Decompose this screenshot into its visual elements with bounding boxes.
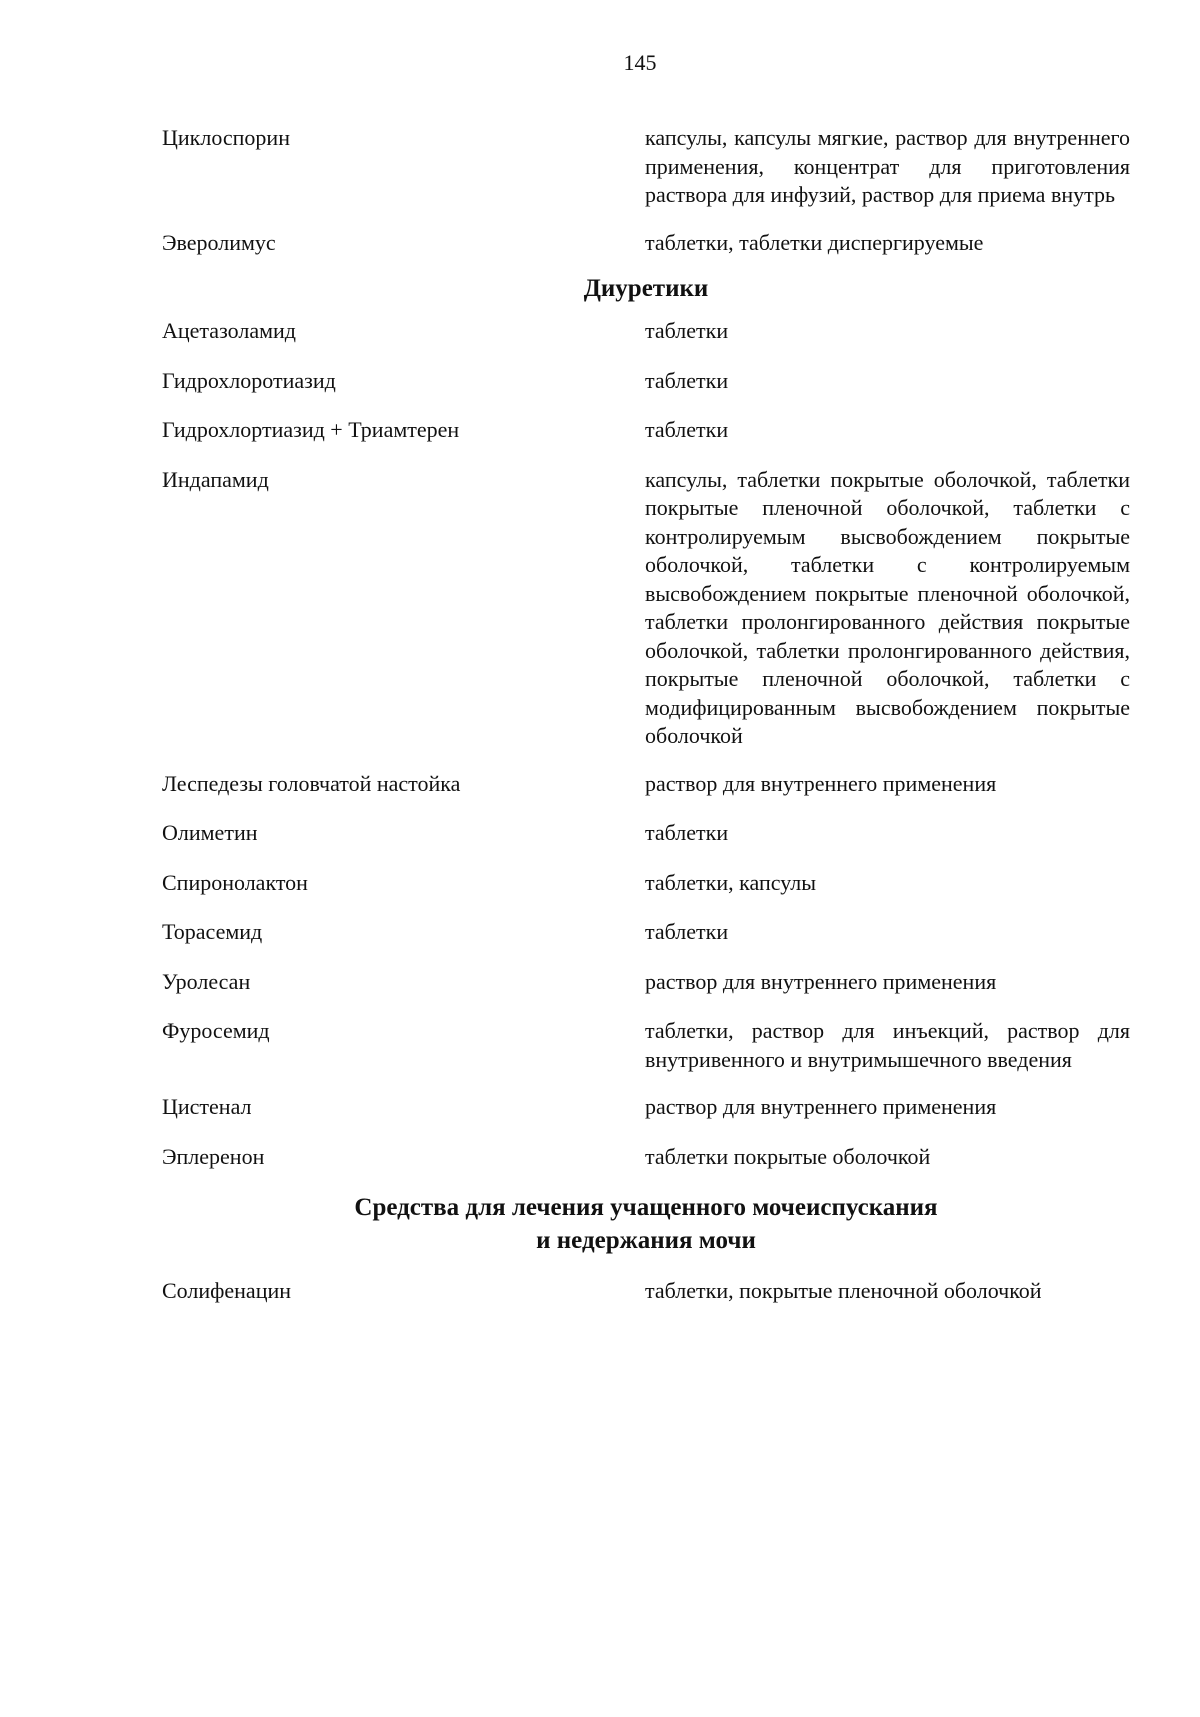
drug-form: таблетки, капсулы bbox=[645, 869, 816, 895]
table-row bbox=[162, 819, 1130, 848]
table-row bbox=[162, 124, 1130, 210]
table-row bbox=[162, 1017, 1130, 1074]
section-heading-line: Средства для лечения учащенного мочеиспускания bbox=[354, 1194, 938, 1221]
table-row bbox=[162, 229, 1130, 258]
drug-name: Эплеренон bbox=[162, 1143, 265, 1169]
table-row bbox=[162, 918, 1130, 947]
drug-name: Солифенацин bbox=[162, 1278, 292, 1303]
drug-name: Уролесан bbox=[162, 968, 251, 994]
drug-form: раствор для внутреннего применения bbox=[645, 770, 997, 796]
table-row bbox=[162, 770, 1130, 799]
table-row bbox=[162, 466, 1130, 751]
drug-form: таблетки покрытые оболочкой bbox=[645, 1143, 931, 1169]
drug-name: Гидрохлортиазид + Триамтерен bbox=[162, 417, 460, 442]
table-row bbox=[162, 317, 1130, 346]
table-row bbox=[162, 1143, 1130, 1172]
drug-name: Фуросемид bbox=[162, 1018, 270, 1043]
drug-form: таблетки bbox=[645, 367, 729, 393]
drug-name: Торасемид bbox=[162, 919, 263, 944]
drug-name: Ацетазоламид bbox=[162, 318, 296, 343]
drug-name: Олиметин bbox=[162, 820, 258, 845]
drug-form: таблетки, покрытые пленочной оболочкой bbox=[645, 1278, 1042, 1303]
drug-form: таблетки bbox=[645, 417, 729, 442]
drug-form: раствор для внутреннего применения bbox=[645, 968, 997, 994]
table-row bbox=[162, 1277, 1130, 1306]
drug-name: Индапамид bbox=[162, 466, 269, 492]
drug-name: Эверолимус bbox=[162, 229, 276, 255]
drug-name: Леспедезы головчатой настойка bbox=[162, 770, 461, 796]
section-heading-line: и недержания мочи bbox=[536, 1227, 756, 1254]
drug-name: Гидрохлоротиазид bbox=[162, 367, 336, 393]
table-row bbox=[162, 416, 1130, 445]
drug-form: раствор для внутреннего применения bbox=[645, 1094, 997, 1119]
page-number: 145 bbox=[623, 50, 657, 75]
drug-form: капсулы, таблетки покрытые оболочкой, таблетки покрытые пленочной оболочкой, таблетки с контролируемым высвобождением покрытые оболочкой, таблетки с контролируемым высвобождением покрытые пленочной оболочкой, таблетки пролонгированного действия покрытые оболочкой, таблетки пролонгированного действия, покрытые пленочной оболочкой, таблетки с модифицированным высвобождением покрытые оболочкой bbox=[645, 466, 1130, 748]
table-row bbox=[162, 367, 1130, 396]
drug-form: таблетки bbox=[645, 820, 729, 845]
drug-form: таблетки, таблетки диспергируемые bbox=[645, 229, 984, 255]
section-heading-diuretics: Диуретики bbox=[583, 275, 709, 302]
table-row bbox=[162, 869, 1130, 898]
drug-form: таблетки bbox=[645, 919, 729, 944]
table-row bbox=[162, 968, 1130, 997]
drug-list bbox=[162, 124, 1130, 1306]
drug-name: Спиронолактон bbox=[162, 869, 308, 895]
section-heading-urinary bbox=[162, 1191, 1130, 1257]
drug-name: Циклоспорин bbox=[162, 125, 290, 150]
drug-name: Цистенал bbox=[162, 1094, 252, 1119]
drug-form: таблетки, раствор для инъекций, раствор для внутривенного и внутримышечного введения bbox=[645, 1018, 1130, 1072]
drug-form: капсулы, капсулы мягкие, раствор для внутреннего применения, концентрат для приготовления раствора для инфузий, раствор для приема внутрь bbox=[645, 125, 1130, 207]
drug-form: таблетки bbox=[645, 318, 729, 343]
table-row bbox=[162, 1093, 1130, 1122]
